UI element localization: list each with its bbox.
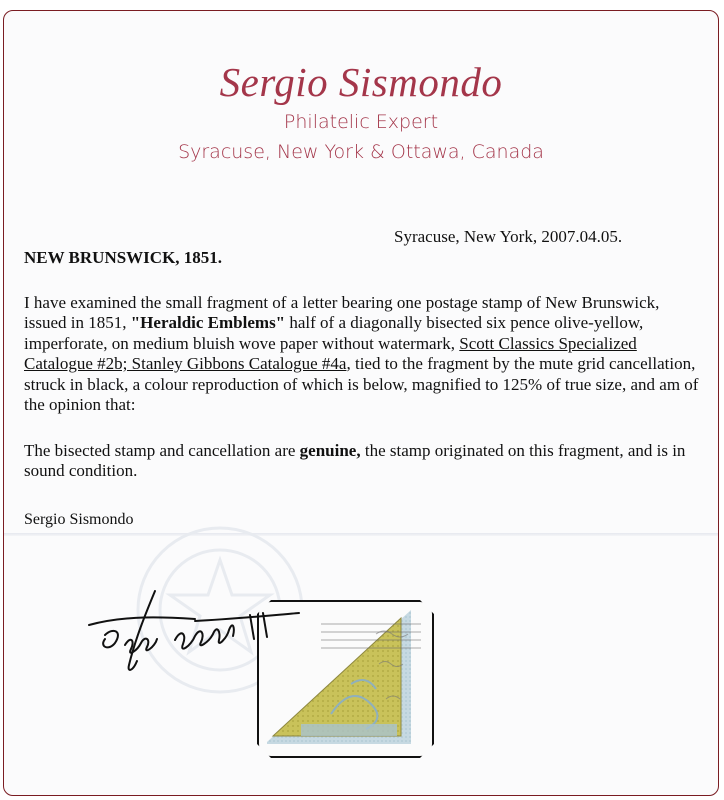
opinion-paragraph [24, 441, 704, 482]
letterhead-name: Sergio Sismondo [219, 59, 503, 105]
description-text-1: I have examined the small fragment of a letter bearing one postage stamp of New Brunswick, issued in 1851, [24, 293, 660, 333]
description-text-2: half of a diagonally bisected six pence olive-yellow, imperforate, on medium bluish wove paper without watermark, [24, 313, 644, 353]
dateline: Syracuse, New York, 2007.04.05. [394, 227, 623, 246]
letterhead-location: Syracuse, New York & Ottawa, Canada [178, 141, 544, 163]
certificate-heading: NEW BRUNSWICK, 1851. [24, 248, 223, 267]
opinion-text-2: the stamp originated on this fragment, and is in sound condition. [24, 441, 686, 481]
stamp-issue-name: "Heraldic Emblems" [130, 313, 286, 333]
verdict: genuine, [299, 441, 361, 460]
description-paragraph [24, 293, 704, 415]
opinion-text-1: The bisected stamp and cancellation are [24, 441, 300, 460]
handwritten-signature [85, 585, 305, 680]
description-text-3: , tied to the fragment by the mute grid cancellation, struck in black, a colour reproduction of which is below, magnified to 125% of true size, and am of the opinion that: [24, 354, 699, 415]
catalogue-reference: Scott Classics Specialized Catalogue #2b; Stanley Gibbons Catalogue #4a [24, 333, 637, 374]
paper-fold [4, 533, 718, 536]
letterhead-title: Philatelic Expert [283, 111, 439, 133]
signature-name: Sergio Sismondo [24, 511, 134, 528]
